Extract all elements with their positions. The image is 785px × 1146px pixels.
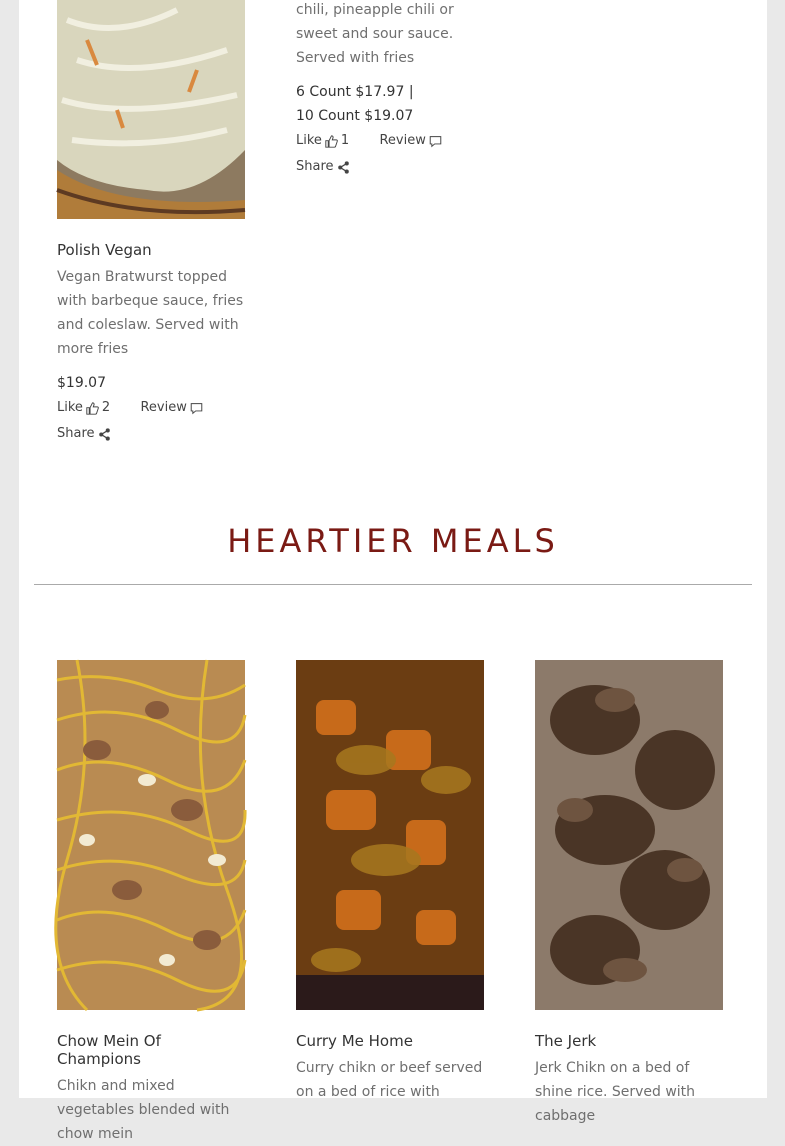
like-label: Like: [296, 133, 322, 148]
polish-vegan-photo[interactable]: [57, 0, 245, 219]
menu-item-partial: [296, 0, 486, 180]
item-description: Vegan Bratwurst topped with barbeque sauce, fries and coleslaw. Served with more fries: [57, 269, 244, 357]
like-label: Like: [57, 400, 83, 415]
thumbs-up-icon: [325, 135, 338, 148]
item-description: Curry chikn or beef served on a bed of rice with: [296, 1060, 483, 1100]
share-icon: [98, 428, 111, 441]
menu-item-chow-mein: [57, 660, 247, 1146]
section-title: HEARTIER MEALS: [227, 522, 559, 560]
item-actions: [57, 395, 247, 447]
item-description: chili, pineapple chili or sweet and sour sauce. Served with fries: [296, 2, 454, 66]
share-button[interactable]: [57, 421, 111, 447]
thumbs-up-icon: [86, 402, 99, 415]
share-icon: [337, 161, 350, 174]
menu-item-polish-vegan: [57, 0, 247, 447]
menu-item-the-jerk: [535, 660, 725, 1128]
like-button[interactable]: [57, 395, 110, 421]
chow-mein-photo[interactable]: [57, 660, 245, 1010]
review-button[interactable]: [379, 128, 441, 154]
item-price: $19.07: [57, 375, 106, 391]
like-count: 2: [101, 400, 111, 415]
share-button[interactable]: [296, 154, 350, 180]
item-description: Chikn and mixed vegetables blended with chow mein: [57, 1078, 230, 1142]
section-divider: [34, 584, 752, 585]
like-button[interactable]: [296, 128, 349, 154]
review-label: Review: [140, 400, 187, 415]
review-label: Review: [379, 133, 426, 148]
item-name: Curry Me Home: [296, 1032, 413, 1050]
share-label: Share: [57, 426, 95, 441]
comment-icon: [190, 402, 203, 415]
item-actions: [296, 128, 486, 180]
share-label: Share: [296, 159, 334, 174]
curry-photo[interactable]: [296, 660, 484, 1010]
like-count: 1: [340, 133, 350, 148]
menu-page: [19, 0, 767, 1142]
comment-icon: [429, 135, 442, 148]
item-name: Chow Mein Of Champions: [57, 1032, 161, 1068]
item-description: Jerk Chikn on a bed of shine rice. Served with cabbage: [535, 1060, 696, 1124]
menu-item-curry-me-home: [296, 660, 486, 1104]
item-price-2: 10 Count $19.07: [296, 108, 414, 124]
jerk-photo[interactable]: [535, 660, 723, 1010]
item-name: The Jerk: [535, 1032, 597, 1050]
item-name: Polish Vegan: [57, 241, 152, 259]
review-button[interactable]: [140, 395, 202, 421]
item-price-1: 6 Count $17.97 |: [296, 84, 414, 100]
